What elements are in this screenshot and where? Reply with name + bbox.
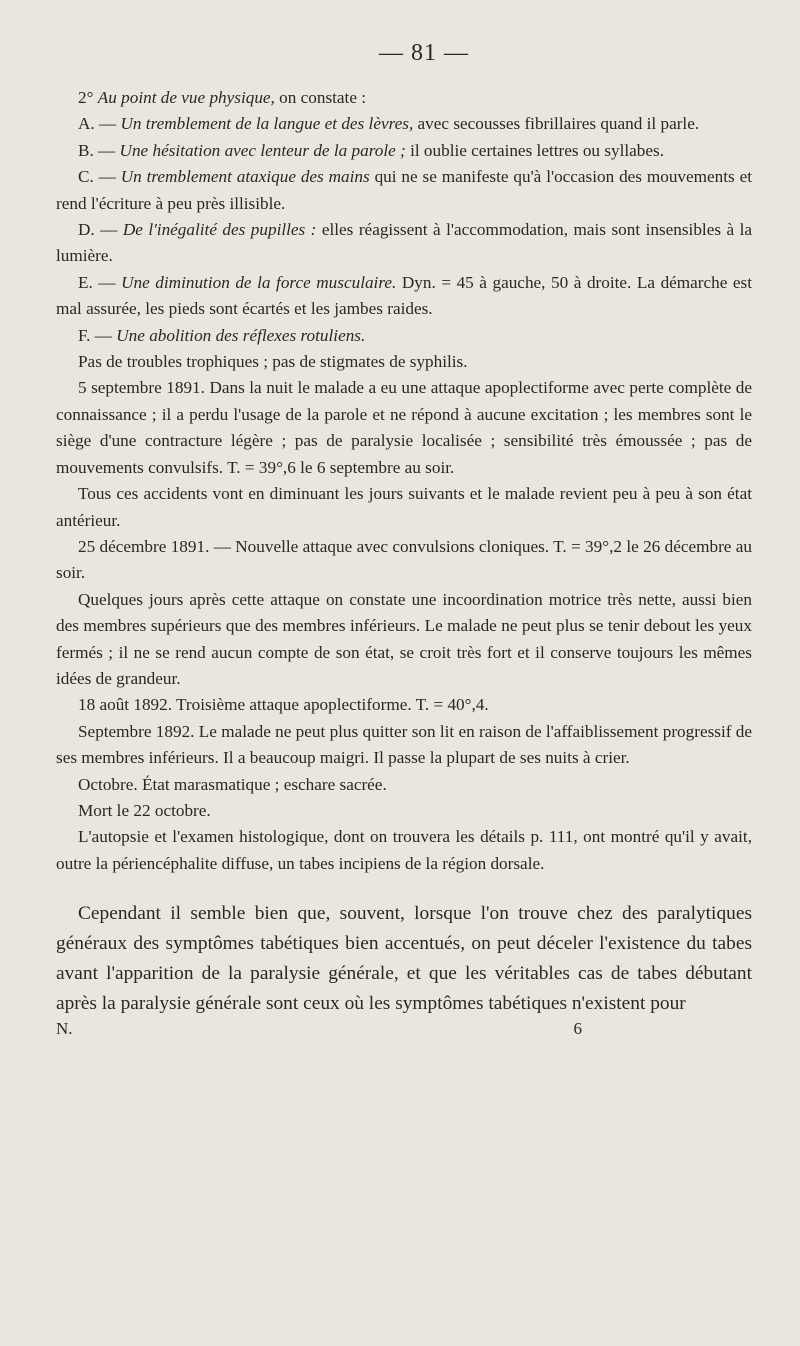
observation-paragraph [56, 719, 752, 772]
observation-paragraph [56, 534, 752, 587]
paragraph-text: il oublie certaines lettres ou syllabes. [405, 140, 664, 160]
observation-paragraph [56, 692, 752, 718]
paragraph-text: Quelques jours après cette attaque on constate une incoordination motrice très nette, aussi bien des membres supérieurs que des membres inférieurs. Le malade ne peut plus se tenir debout les yeux fermés ; il ne se rend aucun compte de son état, se croit très fort et il conserve toujours les mêmes idées de grandeur. [56, 589, 752, 688]
paragraph-text: 5 septembre 1891. Dans la nuit le malade a eu une attaque apoplectiforme avec perte complète de connaissance ; il a perdu l'usage de la parole et ne répond à aucune excitation ; les membres sont le siège d'une contracture légère ; pas de paralysie localisée ; sensibilité très émoussée ; pas de mouvements convulsifs. T. = 39°,6 le 6 septembre au soir. [56, 378, 752, 477]
paragraph-text: Pas de troubles trophiques ; pas de stigmates de syphilis. [78, 352, 468, 372]
paragraph-text: elles réagissent à l'accommodation, mais sont insensibles à la lumière. [56, 220, 752, 266]
page-number: — 81 — [379, 40, 469, 66]
signature-mark: N. [56, 1019, 73, 1039]
document-page [56, 40, 752, 1039]
paragraph-italic-heading: Une abolition des réflexes rotuliens. [116, 325, 366, 345]
paragraph-text: avec secousses fibrillaires quand il parle. [413, 114, 700, 134]
case-observation-text [56, 85, 752, 877]
page-footer [56, 1019, 752, 1039]
paragraph-text: qui ne se manifeste qu'à l'occasion des mouvements et rend l'écriture à peu près illisible. [56, 167, 752, 213]
paragraph-italic-heading: De l'inégalité des pupilles : [122, 220, 317, 240]
paragraph-italic-heading: Un tremblement de la langue et des lèvres, [120, 114, 414, 134]
paragraph-lead: A. — [78, 114, 121, 134]
paragraph-italic-heading: Une hésitation avec lenteur de la parole ; [119, 140, 406, 160]
paragraph-lead: E. — [78, 272, 122, 292]
body-paragraph: Cependant il semble bien que, souvent, lorsque l'on trouve chez des paralytiques généraux des symptômes tabétiques bien accentués, on peut déceler l'existence du tabes avant l'apparition de la paralysie générale, et que les véritables cas de tabes débutant après la paralysie générale sont ceux où les symptômes tabétiques n'existent pour [56, 903, 752, 1015]
observation-paragraph [56, 138, 752, 164]
observation-paragraph [56, 164, 752, 217]
paragraph-text: on constate : [274, 88, 367, 107]
observation-paragraph [56, 349, 752, 375]
observation-paragraph [56, 375, 752, 481]
body-text [56, 899, 752, 1019]
paragraph-text: 25 décembre 1891. — Nouvelle attaque avec convulsions cloniques. T. = 39°,2 le 26 décembre au soir. [56, 536, 752, 583]
paragraph-italic-heading: Au point de vue physique, [97, 88, 275, 107]
paragraph-text: Septembre 1892. Le malade ne peut plus quitter son lit en raison de l'affaiblissement progressif de ses membres inférieurs. Il a beaucoup maigri. Il passe la plupart de ses nuits à crier. [56, 721, 752, 768]
observation-paragraph [56, 798, 752, 824]
observation-paragraph [56, 217, 752, 270]
paragraph-lead: D. — [78, 220, 123, 240]
paragraph-lead: C. — [78, 167, 121, 187]
observation-paragraph [56, 824, 752, 877]
observation-paragraph [56, 270, 752, 323]
paragraph-text: L'autopsie et l'examen histologique, dont on trouvera les détails p. 111, ont montré qu'il y avait, outre la périencéphalite diffuse, un tabes incipiens de la région dorsale. [56, 827, 752, 873]
paragraph-italic-heading: Un tremblement ataxique des mains [120, 167, 370, 187]
paragraph-text: Octobre. État marasmatique ; eschare sacrée. [78, 774, 387, 794]
paragraph-lead: B. — [78, 140, 120, 160]
paragraph-lead: F. — [78, 325, 117, 345]
paragraph-lead: 2° [78, 88, 98, 107]
paragraph-text: 18 août 1892. Troisième attaque apoplectiforme. T. = 40°,4. [78, 695, 489, 715]
observation-paragraph [56, 323, 752, 349]
observation-paragraph [56, 85, 752, 111]
paragraph-text: Dyn. = 45 à gauche, 50 à droite. La démarche est mal assurée, les pieds sont écartés et les jambes raides. [56, 272, 753, 319]
observation-paragraph [56, 587, 752, 693]
paragraph-text: Tous ces accidents vont en diminuant les jours suivants et le malade revient peu à peu à son état antérieur. [56, 484, 752, 530]
observation-paragraph [56, 111, 752, 137]
paragraph-text: Mort le 22 octobre. [78, 800, 211, 820]
signature-number: 6 [573, 1019, 582, 1039]
observation-paragraph [56, 772, 752, 798]
observation-paragraph [56, 481, 752, 534]
paragraph-italic-heading: Une diminution de la force musculaire. [121, 272, 397, 292]
